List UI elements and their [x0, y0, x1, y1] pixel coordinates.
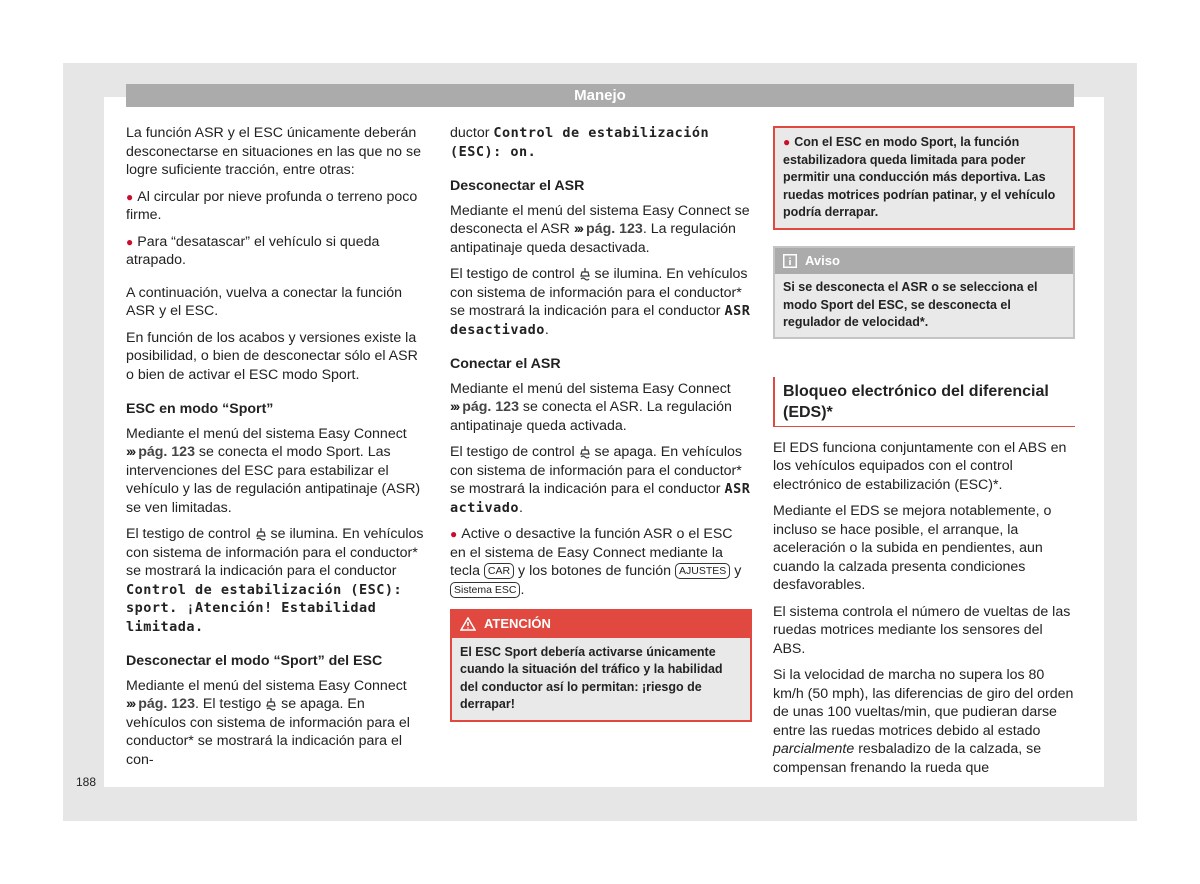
section-heading: Desconectar el ASR [450, 178, 585, 194]
control-lamp-icon [265, 697, 277, 711]
warning-body: El ESC Sport debería activarse únicamente cuando la situación del tráfico y la habilidad del conductor así lo permitan: ¡riesgo de derrapar! [452, 638, 750, 720]
caution-note: ● Con el ESC en modo Sport, la función estabilizadora queda limitada para poder permitir una conducción más deportiva. Las ruedas motrices podrían patinar, y el vehículo podría derrapar. [773, 126, 1075, 230]
notice-header: Aviso [775, 248, 1073, 275]
column-2 [450, 124, 752, 722]
paragraph: El testigo de control se apaga. En vehículos con sistema de información para el conductor* se mostrará la indicación para el conductor ASR activado. [450, 444, 751, 516]
info-icon [783, 254, 797, 268]
reference-arrows-icon: ››› [450, 399, 459, 415]
control-lamp-icon [579, 267, 591, 281]
intro-paragraph: La función ASR y el ESC únicamente deberán desconectarse en situaciones en las que no se logre suficiente tracción, entre otras: [126, 125, 421, 178]
paragraph: A continuación, vuelva a conectar la función ASR y el ESC. [126, 284, 403, 319]
warning-header: ATENCIÓN [452, 611, 750, 638]
page-reference-link[interactable]: pág. 123 [138, 696, 195, 712]
car-key-button[interactable]: CAR [484, 563, 514, 579]
paragraph: Mediante el EDS se mejora notablemente, o incluso se hace posible, el arranque, la aceleración o la subida en pendientes, aun cuando la calzada presenta condiciones desfavorables. [773, 503, 1052, 593]
section-heading: Conectar el ASR [450, 356, 561, 372]
paragraph: El testigo de control se ilumina. En vehículos con sistema de información para el conductor* se mostrará la indicación para el conductor ASR desactivado. [450, 266, 751, 338]
paragraph: Mediante el menú del sistema Easy Connect se desconecta el ASR ››› pág. 123. La regulación antipatinaje queda desactivada. [450, 202, 750, 256]
bullet-icon: ● [450, 527, 458, 541]
bullet-icon: ● [126, 234, 134, 249]
section-heading: Desconectar el modo “Sport” del ESC [126, 653, 383, 669]
notice-box [773, 246, 1075, 339]
chapter-header: Manejo [126, 84, 1074, 107]
ajustes-key-button[interactable]: AJUSTES [675, 563, 730, 579]
display-message: ASR activado [450, 481, 751, 516]
list-item: ● Al circular por nieve profunda o terreno poco firme. [126, 188, 418, 223]
column-3 [773, 124, 1075, 785]
column-1 [126, 124, 428, 777]
display-message: ASR desactivado [450, 303, 751, 338]
page-reference-link[interactable]: pág. 123 [462, 399, 519, 415]
paragraph: Mediante el menú del sistema Easy Connect ››› pág. 123. El testigo se apaga. En vehículos con sistema de información para el conductor* se mostrará la indicación para el con- [126, 677, 410, 768]
section-title: Bloqueo electrónico del diferencial (EDS)* [773, 377, 1075, 427]
sistema-esc-key-button[interactable]: Sistema ESC [450, 582, 520, 598]
page-number: 188 [76, 775, 97, 789]
warning-box [450, 609, 752, 722]
notice-body: Si se desconecta el ASR o se selecciona el modo Sport del ESC, se desconecta el regulador de velocidad*. [775, 274, 1073, 337]
page-reference-link[interactable]: pág. 123 [138, 444, 195, 460]
paragraph: Si la velocidad de marcha no supera los 80 km/h (50 mph), las diferencias de giro del orden de unas 100 vueltas/min, que pudieran darse entre las ruedas motrices debido al estado parcialmente resbaladizo de la calzada, se compensan frenando la rueda que [773, 667, 1074, 776]
bullet-icon: ● [126, 189, 134, 204]
paragraph: Mediante el menú del sistema Easy Connect ››› pág. 123 se conecta el ASR. La regulación antipatinaje queda activada. [450, 380, 732, 434]
display-message: Control de estabilización (ESC): on. [450, 125, 710, 160]
paragraph: ductor Control de estabilización (ESC): on. [450, 125, 710, 160]
page-reference-link[interactable]: pág. 123 [586, 221, 643, 237]
bullet-icon: ● [783, 135, 791, 149]
list-item: ● Active o desactive la función ASR o el ESC en el sistema de Easy Connect mediante la tecla CAR y los botones de función AJUSTES y Sistema ESC . [450, 526, 742, 598]
paragraph: El EDS funciona conjuntamente con el ABS en los vehículos equipados con el control electrónico de estabilización (ESC)*. [773, 439, 1067, 493]
list-item: ● Para “desatascar” el vehículo si queda atrapado. [126, 233, 380, 268]
reference-arrows-icon: ››› [126, 696, 135, 712]
control-lamp-icon [255, 527, 267, 541]
reference-arrows-icon: ››› [126, 444, 135, 460]
paragraph: En función de los acabos y versiones existe la posibilidad, o bien de desconectar sólo el ASR o bien de activar el ESC modo Sport. [126, 329, 418, 383]
paragraph: El testigo de control se ilumina. En vehículos con sistema de información para el conductor* se mostrará la indicación para el conductor Control de estabilización (ESC): sport. ¡Atención! Estabilidad limitada. [126, 526, 424, 635]
reference-arrows-icon: ››› [573, 221, 583, 237]
control-lamp-icon [579, 445, 591, 459]
warning-triangle-icon [460, 617, 476, 631]
display-message: Control de estabilización (ESC): sport. ¡Atención! Estabilidad limitada. [126, 581, 403, 635]
section-heading: ESC en modo “Sport” [126, 401, 274, 417]
paragraph: El sistema controla el número de vueltas de las ruedas motrices mediante los sensores del ABS. [773, 603, 1071, 657]
paragraph: Mediante el menú del sistema Easy Connect ››› pág. 123 se conecta el modo Sport. Las intervenciones del ESC para estabilizar el vehículo y las de regulación antipatinaje (ASR) se ven limitadas. [126, 425, 421, 516]
